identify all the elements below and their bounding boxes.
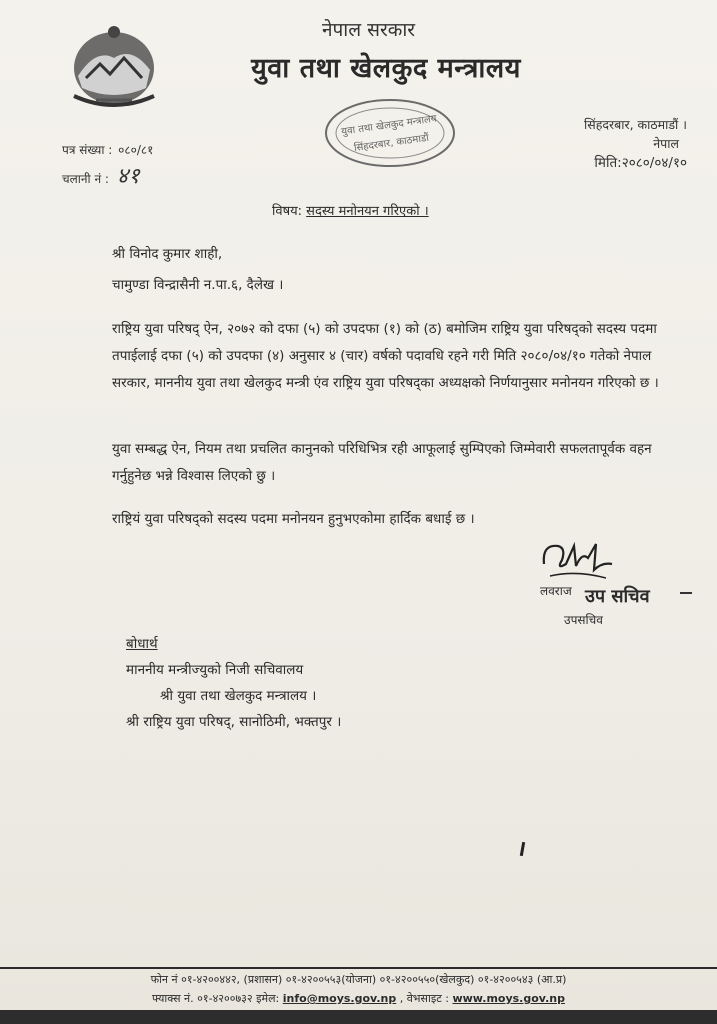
subject-text: सदस्य मनोनयन गरिएको । (306, 204, 429, 219)
ministry-heading: युवा तथा खेलकुद मन्त्रालय (251, 53, 521, 84)
letter-date: मिति:२०८०/०४/१० (594, 155, 687, 171)
body-paragraph-1: राष्ट्रिय युवा परिषद् ऐन, २०७२ को दफा (५) को उपदफा (१) को (ठ) बमोजिम राष्ट्रिय युवा परिषद्को सदस्य पदमा तपाईलाई दफा (५) को उपदफा (४) अनुसार ४ (चार) वर्षको पदावधि रहने गरी मिति २०८०/०४/१० गतेको नेपाल सरकार, माननीय युवा तथा खेलकुद मन्त्री एंव राष्ट्रिय युवा परिषद्का अध्यक्षको निर्णयानुसार मनोनयन गरिएको छ । (112, 321, 659, 391)
despatch-number-value: ४१ (116, 164, 140, 189)
cc-line-1: माननीय मन्त्रीज्युको निजी सचिवालय (126, 662, 304, 678)
despatch-number-label: चलानी नं : (62, 172, 109, 186)
cc-line-3: श्री राष्ट्रिय युवा परिषद्, सानोठिमी, भक्तपुर । (126, 714, 342, 730)
recipient-address: चामुण्डा विन्द्रासैनी न.पा.६, दैलेख । (112, 277, 284, 293)
despatch-number-row (62, 160, 140, 190)
website-link[interactable]: www.moys.gov.np (452, 992, 565, 1005)
email-link[interactable]: info@moys.gov.np (282, 992, 397, 1005)
subject-label: विषय: (272, 204, 303, 219)
stamp-line-1: युवा तथा खेलकुद मन्त्रालय (340, 113, 438, 138)
recipient-name: श्री विनोद कुमार शाही, (112, 246, 223, 262)
footer-fax: फ्याक्स नं. ०१-४२००७३२ इमेल: (152, 992, 280, 1005)
signatory-name: लवराज (540, 584, 572, 598)
footer-website-label: , वेभसाइट : (399, 992, 449, 1005)
signature-mark (536, 534, 616, 586)
government-heading: नेपाल सरकार (321, 19, 416, 41)
stray-mark (680, 592, 692, 594)
subject-line (272, 201, 429, 219)
letter-number-label: पत्र संख्या : (62, 143, 113, 157)
signatory-designation: उपसचिव (564, 613, 603, 627)
signatory-title-stamp: उप सचिव (585, 586, 650, 607)
footer-divider (0, 967, 717, 969)
cc-heading: बोधार्थ (126, 636, 158, 652)
body-paragraph-2: युवा सम्बद्ध ऐन, नियम तथा प्रचलित कानुनको परिधिभित्र रही आफूलाई सुम्पिएको जिम्मेवारी सफलतापूर्वक वहन गर्नुहुनेछ भन्ने विश्वास लिएको छु । (112, 441, 652, 484)
stray-mark (520, 842, 525, 856)
scan-edge (0, 1010, 717, 1024)
footer-contact (0, 991, 717, 1006)
letter-number-row (62, 141, 153, 158)
office-address: सिंहदरबार, काठमाडौं । (584, 117, 687, 132)
stamp-line-2: सिंहदरबार, काठमाडौं (353, 132, 430, 155)
cc-line-2: श्री युवा तथा खेलकुद मन्त्रालय । (160, 688, 317, 704)
letter-number-value: ०८०/८१ (118, 143, 154, 157)
country-name: नेपाल (653, 136, 679, 151)
office-stamp (322, 96, 458, 170)
body-paragraph-3: राष्ट्रियं युवा परिषद्को सदस्य पदमा मनोनयन हुनुभएकोमा हार्दिक बधाई छ । (112, 511, 475, 527)
footer-phones: फोन नं ०१-४२००४४२, (प्रशासन) ०१-४२००५५३(योजना) ०१-४२००५५०(खेलकुद) ०१-४२००५४३ (आ.प्र) (150, 973, 567, 986)
